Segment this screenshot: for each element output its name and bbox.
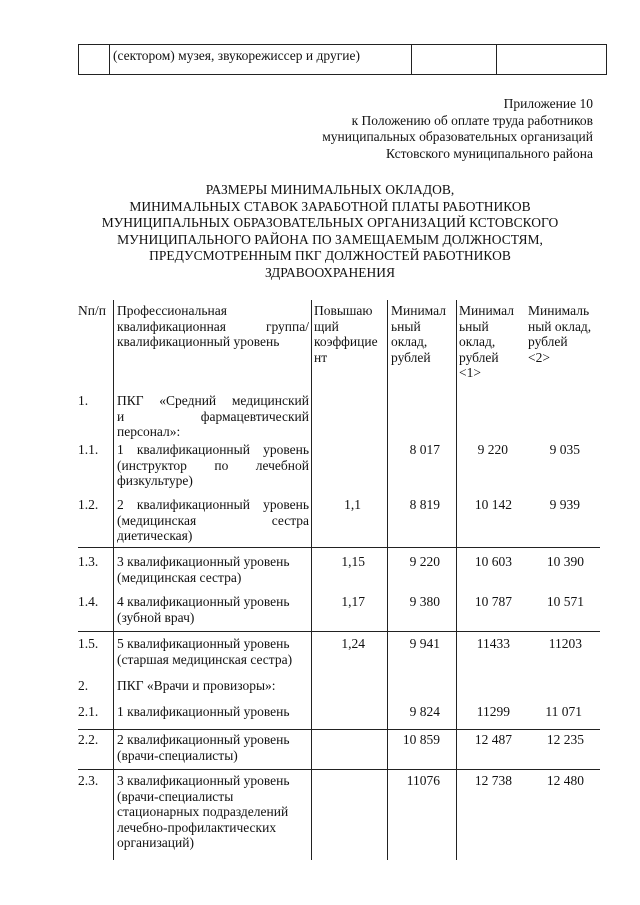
- appendix-line: к Положению об оплате труда работников: [351, 112, 593, 128]
- title-line: ПРЕДУСМОТРЕННЫМ ПКГ ДОЛЖНОСТЕЙ РАБОТНИКОВ: [149, 248, 511, 263]
- min-salary-value: 8 017: [409, 442, 440, 457]
- coefficient-value: 1,17: [341, 594, 365, 609]
- min-salary-2-value: 9 939: [549, 497, 580, 512]
- min-salary-1-value: 12 487: [474, 732, 512, 747]
- min-salary-value: 9 941: [409, 636, 440, 651]
- title-line: ЗДРАВООХРАНЕНИЯ: [265, 264, 395, 280]
- coefficient-value: 1,15: [341, 554, 365, 569]
- min-salary-1-value: 11433: [476, 636, 510, 651]
- previous-table-text: (сектором) музея, звукорежиссер и другие): [113, 48, 360, 63]
- title-line: РАЗМЕРЫ МИНИМАЛЬНЫХ ОКЛАДОВ,: [205, 182, 455, 197]
- row-description: 3 квалификационный уровень (врачи-специалисты стационарных подразделений лечебно-профилактических организаций): [117, 773, 290, 850]
- row-description: 1 квалификационный уровень (инструктор по лечебной физкультуре): [117, 442, 309, 488]
- title-line: МУНИЦИПАЛЬНЫХ ОБРАЗОВАТЕЛЬНЫХ ОРГАНИЗАЦИЙ КСТОВСКОГО: [101, 215, 559, 230]
- row-num: 2.3.: [78, 773, 99, 788]
- coefficient-value: 1,24: [341, 636, 365, 651]
- min-salary-value: 9 824: [409, 704, 440, 719]
- min-salary-2-value: 9 035: [549, 442, 580, 457]
- header-num: Nп/п: [78, 303, 106, 318]
- row-description: 2 квалификационный уровень (врачи-специалисты): [117, 732, 290, 763]
- row-description: 3 квалификационный уровень (медицинская сестра): [117, 554, 290, 585]
- header-group: Профессиональная квалификационная группа/ квалификационный уровень: [117, 303, 309, 349]
- title-line: МИНИМАЛЬНЫХ СТАВОК ЗАРАБОТНОЙ ПЛАТЫ РАБОТНИКОВ: [129, 198, 531, 214]
- row-num: 2.: [78, 678, 89, 693]
- min-salary-1-value: 9 220: [477, 442, 508, 457]
- row-description: ПКГ «Врачи и провизоры»:: [117, 678, 276, 693]
- min-salary-1-value: 10 787: [474, 594, 512, 609]
- min-salary-value: 9 220: [409, 554, 440, 569]
- row-num: 1.2.: [78, 497, 99, 512]
- min-salary-1-value: 11299: [476, 704, 510, 719]
- row-description: ПКГ «Средний медицинский и фармацевтический персонал»:: [117, 393, 309, 439]
- header-min-salary: Минимал ьный оклад, рублей: [391, 303, 446, 365]
- appendix-line: Кстовского муниципального района: [385, 145, 593, 161]
- min-salary-value: 11076: [406, 773, 440, 788]
- min-salary-2-value: 12 235: [546, 732, 584, 747]
- min-salary-value: 10 859: [402, 732, 440, 747]
- appendix-line: муниципальных образовательных организаций: [322, 129, 593, 144]
- row-num: 1.1.: [78, 442, 99, 457]
- title-line: МУНИЦИПАЛЬНОГО РАЙОНА ПО ЗАМЕЩАЕМЫМ ДОЛЖНОСТЯМ,: [117, 231, 543, 247]
- min-salary-2-value: 11203: [548, 636, 582, 651]
- row-num: 1.4.: [78, 594, 99, 609]
- row-description: 4 квалификационный уровень (зубной врач): [117, 594, 290, 625]
- min-salary-2-value: 12 480: [546, 773, 584, 788]
- coefficient-value: 1,1: [344, 497, 361, 512]
- row-description: 1 квалификационный уровень: [117, 704, 290, 719]
- row-num: 1.5.: [78, 636, 99, 651]
- min-salary-2-value: 10 571: [546, 594, 584, 609]
- header-min-salary-2: Минималь ный оклад, рублей <2>: [528, 303, 592, 365]
- row-num: 1.3.: [78, 554, 99, 569]
- min-salary-1-value: 10 603: [474, 554, 512, 569]
- row-num: 2.1.: [78, 704, 99, 719]
- min-salary-value: 9 380: [409, 594, 440, 609]
- row-num: 2.2.: [78, 732, 99, 747]
- min-salary-2-value: 10 390: [546, 554, 584, 569]
- header-min-salary-1: Минимал ьный оклад, рублей <1>: [459, 303, 514, 380]
- min-salary-value: 8 819: [409, 497, 440, 512]
- min-salary-1-value: 12 738: [474, 773, 512, 788]
- min-salary-1-value: 10 142: [474, 497, 512, 512]
- row-num: 1.: [78, 393, 89, 408]
- appendix-line: Приложение 10: [503, 96, 593, 111]
- min-salary-2-value: 11 071: [545, 704, 582, 719]
- row-description: 2 квалификационный уровень (медицинская сестра диетическая): [117, 497, 309, 543]
- row-description: 5 квалификационный уровень (старшая медицинская сестра): [117, 636, 293, 667]
- header-coefficient: Повышаю щий коэффицие нт: [314, 303, 378, 365]
